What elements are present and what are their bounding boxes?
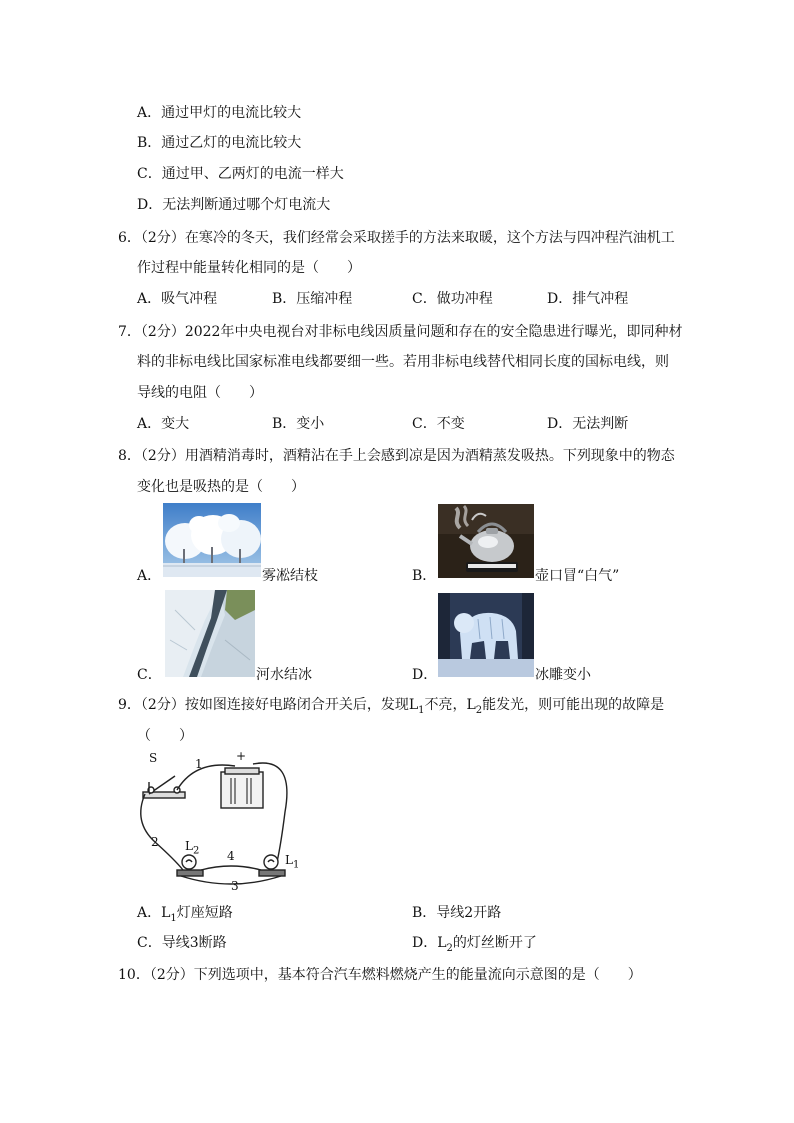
label-battery-plus: + — [236, 749, 247, 763]
q9-option-d: D．$L_2$的灯丝断开了 — [412, 935, 537, 954]
q7-stem-line2: 料的非标电线比国家标准电线都要细一些。若用非标电线替代相同长度的国标电线，则 — [137, 354, 669, 370]
q9-stem-line2: （ ） — [137, 728, 193, 744]
q10-stem-line1: 10．（2分）下列选项中，基本符合汽车燃料燃烧产生的能量流向示意图的是（ ） — [118, 967, 642, 983]
q9-option-a: A．$L_1$灯座短路 — [137, 905, 233, 924]
circuit-diagram — [135, 749, 300, 894]
battery-icon — [221, 768, 263, 808]
q7-option-a: A．变大 — [137, 416, 190, 432]
q6-stem-line1: 6．（2分）在寒冷的冬天，我们经常会采取搓手的方法来取暖，这个方法与四冲程汽油机工 — [118, 230, 675, 246]
label-wire-3: 3 — [231, 879, 239, 893]
label-lamp-l2: $L_2$ — [185, 839, 200, 857]
q5-option-a: A．通过甲灯的电流比较大 — [137, 105, 302, 121]
label-wire-2: 2 — [151, 835, 159, 849]
q7-stem-line3: 导线的电阻（ ） — [137, 385, 263, 401]
label-wire-4: 4 — [227, 849, 235, 863]
q7-option-d: D．无法判断 — [547, 416, 629, 432]
q7-stem-line1: 7．（2分）2022年中央电视台对非标电线因质量问题和存在的安全隐患进行曝光，即同种材 — [118, 324, 683, 340]
q6-option-c: C．做功冲程 — [412, 291, 493, 307]
q9-option-c: C．导线3断路 — [137, 935, 227, 951]
lamp-l2-icon — [177, 855, 203, 876]
q6-stem-line2: 作过程中能量转化相同的是（ ） — [137, 260, 361, 276]
kettle-steam-photo — [438, 504, 534, 578]
frozen-river-photo — [165, 590, 255, 677]
q6-option-d: D．排气冲程 — [547, 291, 629, 307]
label-wire-1: 1 — [195, 757, 203, 771]
q9-stem-line1: 9．（2分）按如图连接好电路闭合开关后，发现$L_1$不亮，$L_2$能发光，则可能出现的故障是 — [118, 697, 665, 716]
frost-trees-photo — [163, 503, 261, 577]
q8-stem-line1: 8．（2分）用酒精消毒时，酒精沾在手上会感到凉是因为酒精蒸发吸热。下列现象中的物态 — [118, 448, 675, 464]
q9-option-b: B．导线2开路 — [412, 905, 502, 921]
q8-option-d-caption: 冰雕变小 — [535, 667, 591, 683]
q8-stem-line2: 变化也是吸热的是（ ） — [137, 479, 305, 495]
q5-option-c: C．通过甲、乙两灯的电流一样大 — [137, 166, 344, 182]
q8-option-b-letter: B． — [412, 568, 437, 584]
q8-option-a-caption: 雾凇结枝 — [262, 568, 318, 584]
q6-option-a: A．吸气冲程 — [137, 291, 218, 307]
q7-option-c: C．不变 — [412, 416, 465, 432]
q7-option-b: B．变小 — [272, 416, 325, 432]
lamp-l1-icon — [259, 855, 285, 876]
q8-option-b-caption: 壶口冒“白气” — [535, 568, 620, 584]
q8-option-c-letter: C． — [137, 667, 162, 683]
q8-option-a-letter: A． — [137, 568, 162, 584]
q6-option-b: B．压缩冲程 — [272, 291, 353, 307]
ice-sculpture-photo — [438, 593, 534, 677]
label-lamp-l1: $L_1$ — [285, 853, 300, 871]
q8-option-c-caption: 河水结冰 — [256, 667, 312, 683]
q8-option-d-letter: D． — [412, 667, 438, 683]
q5-option-b: B．通过乙灯的电流比较大 — [137, 135, 302, 151]
label-switch-s: S — [149, 751, 158, 765]
q5-option-d: D．无法判断通过哪个灯电流大 — [137, 197, 331, 213]
